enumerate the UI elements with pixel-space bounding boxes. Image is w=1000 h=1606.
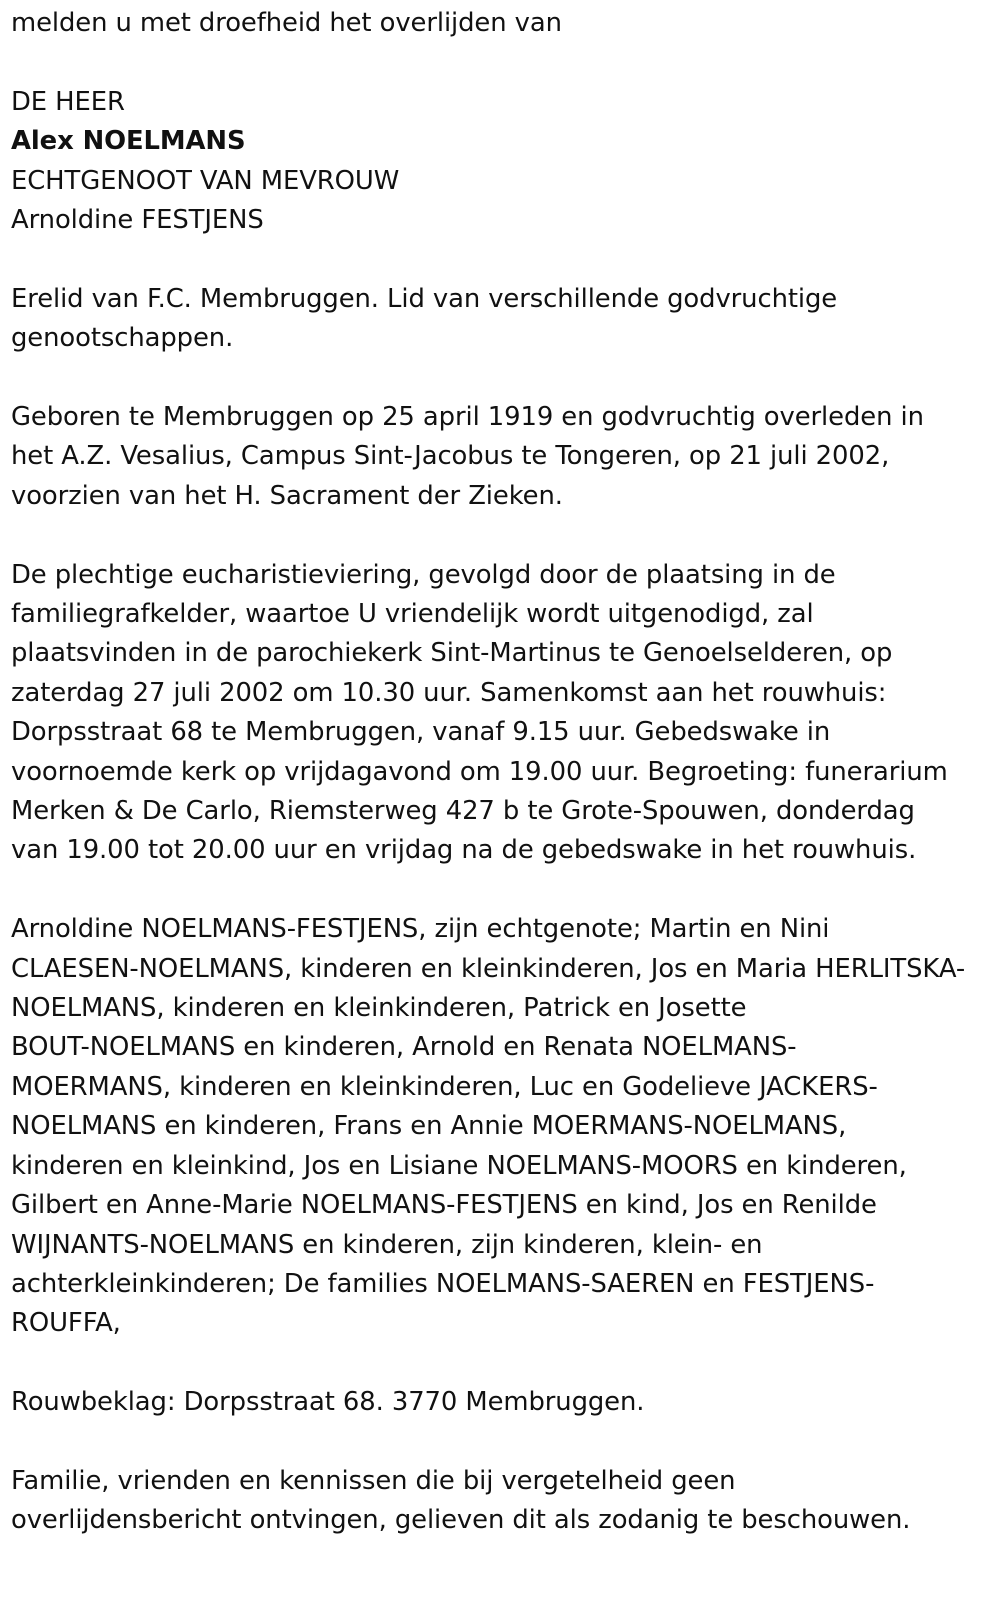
deceased-title: DE HEER <box>11 86 125 117</box>
ceremony-line: familiegrafkelder, waartoe U vriendelijk wordt uitgenodigd, zal <box>11 599 814 630</box>
family-line: CLAESEN-NOELMANS, kinderen en kleinkinderen, Jos en Maria HERLITSKA- <box>11 953 966 984</box>
deceased-name: Alex NOELMANS <box>11 126 246 157</box>
ceremony-line: Merken & De Carlo, Riemsterweg 427 b te Grote-Spouwen, donderdag <box>11 796 915 827</box>
family-paragraph <box>11 910 1000 1343</box>
family-line: MOERMANS, kinderen en kleinkinderen, Luc en Godelieve JACKERS- <box>11 1071 878 1102</box>
honors-paragraph <box>11 280 1000 359</box>
honors-line: Erelid van F.C. Membruggen. Lid van verschillende godvruchtige <box>11 283 838 314</box>
honors-line: genootschappen. <box>11 323 234 354</box>
ceremony-line: zaterdag 27 juli 2002 om 10.30 uur. Samenkomst aan het rouwhuis: <box>11 677 887 708</box>
closing-line: overlijdensbericht ontvingen, gelieven dit als zodanig te beschouwen. <box>11 1505 911 1536</box>
closing-line: Familie, vrienden en kennissen die bij vergetelheid geen <box>11 1465 736 1496</box>
closing-paragraph <box>11 1462 1000 1541</box>
family-line: BOUT-NOELMANS en kinderen, Arnold en Renata NOELMANS- <box>11 1032 797 1063</box>
family-line: ROUFFA, <box>11 1308 121 1339</box>
intro-paragraph <box>11 4 1000 43</box>
ceremony-line: De plechtige eucharistieviering, gevolgd door de plaatsing in de <box>11 559 836 590</box>
family-line: NOELMANS, kinderen en kleinkinderen, Patrick en Josette <box>11 993 747 1024</box>
family-line: kinderen en kleinkind, Jos en Lisiane NOELMANS-MOORS en kinderen, <box>11 1150 907 1181</box>
birth-death-line: Geboren te Membruggen op 25 april 1919 en godvruchtig overleden in <box>11 402 924 433</box>
ceremony-line: van 19.00 tot 20.00 uur en vrijdag na de gebedswake in het rouwhuis. <box>11 835 917 866</box>
family-line: Gilbert en Anne-Marie NOELMANS-FESTJENS en kind, Jos en Renilde <box>11 1190 877 1221</box>
birth-death-paragraph <box>11 398 1000 516</box>
ceremony-line: plaatsvinden in de parochiekerk Sint-Martinus te Genoelselderen, op <box>11 638 893 669</box>
birth-death-line: het A.Z. Vesalius, Campus Sint-Jacobus te Tongeren, op 21 juli 2002, <box>11 441 890 472</box>
spouse-name: Arnoldine FESTJENS <box>11 205 264 236</box>
paragraph-gap <box>11 1423 1000 1462</box>
ceremony-line: Dorpsstraat 68 te Membruggen, vanaf 9.15 uur. Gebedswake in <box>11 717 831 748</box>
paragraph-gap <box>11 359 1000 398</box>
ceremony-paragraph <box>11 556 1000 871</box>
family-line: WIJNANTS-NOELMANS en kinderen, zijn kinderen, klein- en <box>11 1229 763 1260</box>
paragraph-gap <box>11 43 1000 82</box>
condolence-paragraph <box>11 1383 1000 1422</box>
paragraph-gap <box>11 240 1000 279</box>
ceremony-line: voornoemde kerk op vrijdagavond om 19.00 uur. Begroeting: funerarium <box>11 756 948 787</box>
family-line: NOELMANS en kinderen, Frans en Annie MOERMANS-NOELMANS, <box>11 1111 847 1142</box>
intro-line: melden u met droefheid het overlijden van <box>11 8 562 38</box>
spouse-label: ECHTGENOOT VAN MEVROUW <box>11 165 400 196</box>
paragraph-gap <box>11 871 1000 910</box>
paragraph-gap <box>11 516 1000 555</box>
condolence-address: Rouwbeklag: Dorpsstraat 68. 3770 Membruggen. <box>11 1387 645 1418</box>
deceased-block <box>11 83 1000 241</box>
paragraph-gap <box>11 1344 1000 1383</box>
family-line: Arnoldine NOELMANS-FESTJENS, zijn echtgenote; Martin en Nini <box>11 914 830 945</box>
family-line: achterkleinkinderen; De families NOELMANS-SAEREN en FESTJENS- <box>11 1268 875 1299</box>
birth-death-line: voorzien van het H. Sacrament der Zieken. <box>11 480 563 511</box>
